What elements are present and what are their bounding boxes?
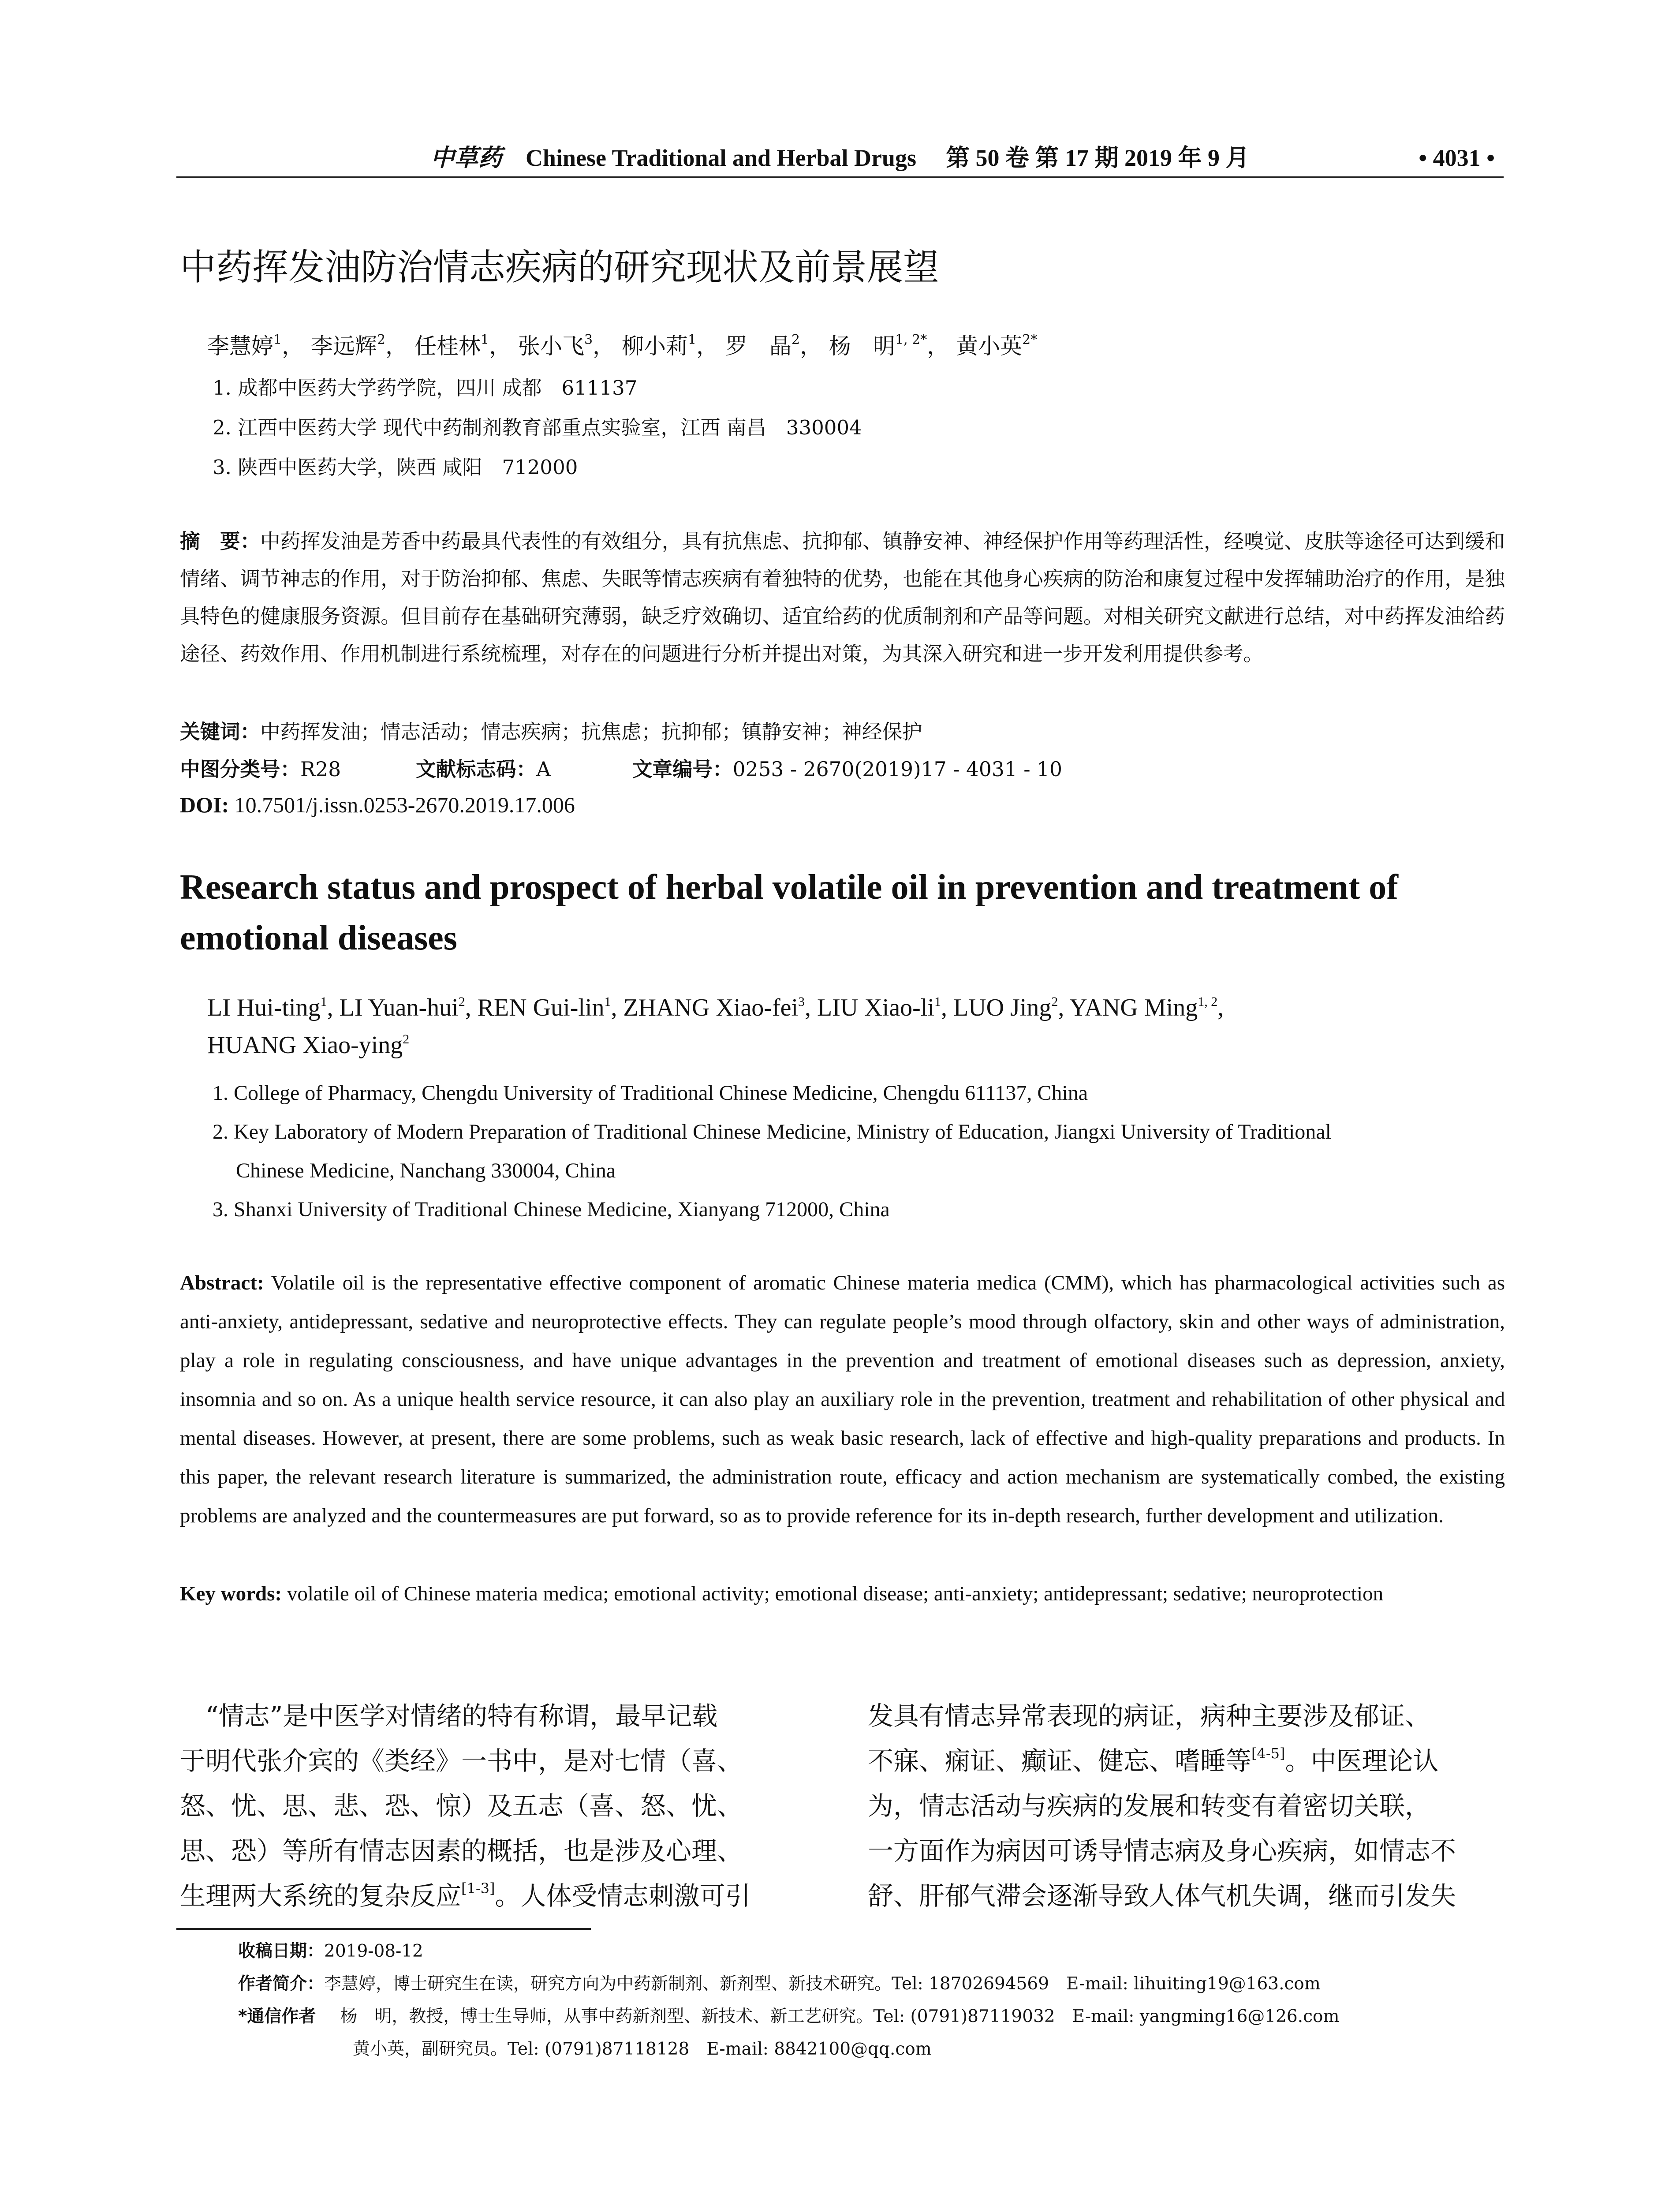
footnote-author (238, 1970, 1321, 1999)
corresponding-text: 杨 明，教授，博士生导师，从事中药新剂型、新技术、新工艺研究。Tel: (0791)87119032 E-mail: yangming16@126.com (340, 2007, 1340, 2026)
abstract-label: Abstract: (180, 1271, 264, 1294)
doc-code-value: A (536, 758, 551, 781)
author-name: 任桂林 (414, 333, 481, 359)
author-affiliation-mark: 3 (584, 332, 593, 348)
keywords-label: Key words: (180, 1582, 282, 1605)
body-line: 一方面作为病因可诱导情志病及身心疾病，如情志不 (868, 1836, 1456, 1866)
author-name: 柳小莉 (622, 333, 688, 359)
author-name: 罗 晶 (725, 333, 791, 359)
body-line: 怒、忧、思、悲、恐、惊）及五志（喜、怒、忧、 (180, 1791, 743, 1821)
chinese-keywords (180, 714, 922, 750)
author-affiliation-mark: 3 (798, 994, 805, 1009)
body-line: 思、恐）等所有情志因素的概括，也是涉及心理、 (180, 1836, 743, 1866)
keywords-label: 关键词： (180, 720, 261, 744)
footnote-corresponding (238, 2002, 1339, 2031)
author-affiliation-mark: 1 (481, 332, 489, 348)
body-line: “情志”是中医学对情绪的特有称谓，最早记载 (180, 1701, 718, 1731)
author-name: LUO Jing (953, 994, 1052, 1021)
chinese-affiliation: 2. 江西中医药大学 现代中药制剂教育部重点实验室，江西 南昌 330004 (213, 416, 862, 439)
abstract-label: 摘 要： (180, 530, 261, 553)
author-name: 黄小英 (956, 333, 1023, 359)
footnote-received (238, 1937, 423, 1966)
chinese-title: 中药挥发油防治情志疾病的研究现状及前景展望 (180, 247, 940, 288)
author-name: LI Hui-ting (207, 994, 321, 1021)
chinese-affiliation: 1. 成都中医药大学药学院，四川 成都 611137 (213, 376, 638, 400)
english-author-list: LI Hui-ting$^1$, LI Yuan-hui$^2$, REN Gui-lin$^1$, ZHANG Xiao-fei$^3$, LIU Xiao-$li^1$, LUO Jing$^2$, YANG Ming$^{1, 2}$, (207, 994, 1224, 1021)
author-affiliation-mark: 1 (688, 332, 697, 348)
doc-code-label: 文献标志码： (416, 758, 537, 781)
abstract-text: 中药挥发油是芳香中药最具代表性的有效组分，具有抗焦虑、抗抑郁、镇静安神、神经保护作用等药理活性，经嗅觉、皮肤等途径可达到缓和情绪、调节神志的作用，对于防治抑郁、焦虑、失眠等情志疾病有着独特的优势，也能在其他身心疾病的防治和康复过程中发挥辅助治疗的作用，是独具特色的健康服务资源。但目前存在基础研究薄弱，缺乏疗效确切、适宜给药的优质制剂和产品等问题。对相关研究文献进行总结，对中药挥发油给药途径、药效作用、作用机制进行系统梳理，对存在的问题进行分析并提出对策，为其深入研究和进一步开发利用提供参考。 (180, 530, 1505, 665)
author-affiliation-mark: 1, 2* (895, 332, 927, 348)
author-name: REN Gui-lin (477, 994, 605, 1021)
author-name: 杨 明 (829, 333, 895, 359)
author-name: YANG Ming (1069, 994, 1198, 1021)
author-affiliation-mark: 2 (458, 994, 465, 1009)
author-name: LI Yuan-hui (339, 994, 459, 1021)
journal-issue: 第 50 卷 第 17 期 2019 年 9 月 (946, 145, 1250, 171)
keywords-text: volatile oil of Chinese materia medica; emotional activity; emotional disease; anti-anxiety; antidepressant; sedative; neuroprotection (287, 1582, 1384, 1605)
author-bio-label: 作者简介： (238, 1974, 325, 1994)
body-line: 舒、肝郁气滞会逐渐导致人体气机失调，继而引发失 (868, 1881, 1456, 1911)
running-header (176, 140, 1504, 176)
body-column-left (180, 1693, 815, 1918)
english-abstract (180, 1263, 1505, 1535)
abstract-text: Volatile oil is the representative effective component of aromatic Chinese materia medica (CMM), which has pharmacological activities such as anti-anxiety, antidepressant, sedative and neuroprotective effects. They can regulate people’s mood through olfactory, skin and other ways of administration, play a role in regulating consciousness, and have unique advantages in the prevention and treatment of emotional diseases such as depression, anxiety, insomnia and so on. As a unique health service resource, it can also play an auxiliary role in the prevention, treatment and rehabilitation of other physical and mental diseases. However, at present, there are some problems, such as weak basic research, lack of effective and high-quality preparations and products. In this paper, the relevant research literature is summarized, the administration route, efficacy and action mechanism are systematically combed, the existing problems are analyzed and the countermeasures are put forward, so as to provide reference for its in-depth research, further development and utilization. (180, 1271, 1505, 1527)
author-affiliation-mark: 2 (377, 332, 386, 348)
class-number-label: 中图分类号： (180, 758, 301, 781)
body-text: 。人体受情志刺激可引 (495, 1881, 751, 1911)
body-line: 发具有情志异常表现的病证，病种主要涉及郁证、 (868, 1701, 1431, 1731)
footnote-corresponding-cont: 黄小英，副研究员。Tel: (0791)87118128 E-mail: 8842100@qq.com (353, 2039, 932, 2059)
body-column-right (868, 1693, 1503, 1918)
author-affiliation-mark: 2* (1022, 332, 1038, 348)
body-text: 不寐、痫证、癫证、健忘、嗜睡等 (868, 1746, 1252, 1776)
article-number-value: 0253 - 2670(2019)17 - 4031 - 10 (732, 758, 1062, 781)
journal-name: Chinese Traditional and Herbal Drugs (525, 145, 917, 171)
keywords-text: 中药挥发油；情志活动；情志疾病；抗焦虑；抗抑郁；镇静安神；神经保护 (260, 720, 922, 744)
doi-link[interactable]: 10.7501/j.issn.0253-2670.2019.17.006 (234, 792, 575, 817)
article-number-label: 文章编号： (632, 758, 733, 781)
english-title: Research status and prospect of herbal volatile oil in prevention and treatment of emotional diseases (180, 868, 1398, 957)
body-line (868, 1738, 1503, 1783)
body-text: 。中医理论认 (1285, 1746, 1439, 1776)
author-name: 张小飞 (518, 333, 584, 359)
author-name: LIU Xiao-li (817, 994, 934, 1021)
author-affiliation-mark: 1 (604, 994, 611, 1009)
doi-line (180, 787, 575, 822)
chinese-author-list: 李慧婷$^1$， 李远辉$^2$， 任桂林$^1$， 张小飞$^3$， 柳小莉$^1$， 罗 晶$^2$， 杨 明$^{1, 2*}$， 黄小英$^{2*}$ (207, 332, 1038, 359)
citation-link[interactable]: [1-3] (461, 1880, 495, 1897)
author-bio-text: 李慧婷，博士研究生在读，研究方向为中药新制剂、新剂型、新技术研究。Tel: 18702694569 E-mail: lihuiting19@163.com (324, 1974, 1321, 1994)
citation-link[interactable]: [4-5] (1251, 1745, 1285, 1762)
body-line (180, 1873, 815, 1918)
author-affiliation-mark: 1, 2 (1198, 994, 1218, 1009)
english-affiliation: 1. College of Pharmacy, Chengdu University of Traditional Chinese Medicine, Chengdu 611137, China (213, 1081, 1088, 1105)
english-affiliation-cont: Chinese Medicine, Nanchang 330004, China (236, 1159, 616, 1182)
author-name: 李慧婷 (207, 333, 273, 359)
author-affiliation-mark: 1 (934, 994, 941, 1009)
english-affiliation: 3. Shanxi University of Traditional Chinese Medicine, Xianyang 712000, China (213, 1198, 890, 1221)
author-name: 李远辉 (311, 333, 377, 359)
chinese-abstract (180, 523, 1505, 673)
english-author-list-cont (207, 1028, 409, 1063)
journal-logo: 中草药 (430, 144, 502, 172)
footnote-divider (176, 1928, 591, 1930)
classification-line (180, 752, 1062, 787)
body-line: 于明代张介宾的《类经》一书中，是对七情（喜、 (180, 1746, 743, 1776)
author-affiliation-mark: 2 (1051, 994, 1058, 1009)
author-affiliation-mark: 1 (320, 994, 327, 1009)
author-name: ZHANG Xiao-fei (623, 994, 799, 1021)
english-affiliation: 2. Key Laboratory of Modern Preparation of Traditional Chinese Medicine, Ministry of Education, Jiangxi University of Traditional (213, 1120, 1331, 1144)
english-keywords (180, 1574, 1505, 1613)
header-divider (176, 176, 1504, 178)
chinese-affiliation: 3. 陕西中医药大学，陕西 咸阳 712000 (213, 456, 578, 479)
class-number-value: R28 (300, 758, 341, 781)
author-affiliation-mark: 1 (273, 332, 282, 348)
received-date: 2019-08-12 (324, 1941, 423, 1961)
doi-label: DOI: (180, 792, 229, 817)
corresponding-label: *通信作者 (238, 2007, 316, 2026)
header-center (176, 140, 1504, 176)
body-text: 生理两大系统的复杂反应 (180, 1881, 462, 1911)
author-affiliation-mark: 2 (403, 1032, 410, 1046)
page-number: • 4031 • (1419, 145, 1495, 171)
received-label: 收稿日期： (238, 1941, 325, 1961)
author-name: HUANG Xiao-ying (207, 1031, 403, 1059)
body-line: 为，情志活动与疾病的发展和转变有着密切关联， (868, 1791, 1431, 1821)
author-affiliation-mark: 2 (791, 332, 800, 348)
